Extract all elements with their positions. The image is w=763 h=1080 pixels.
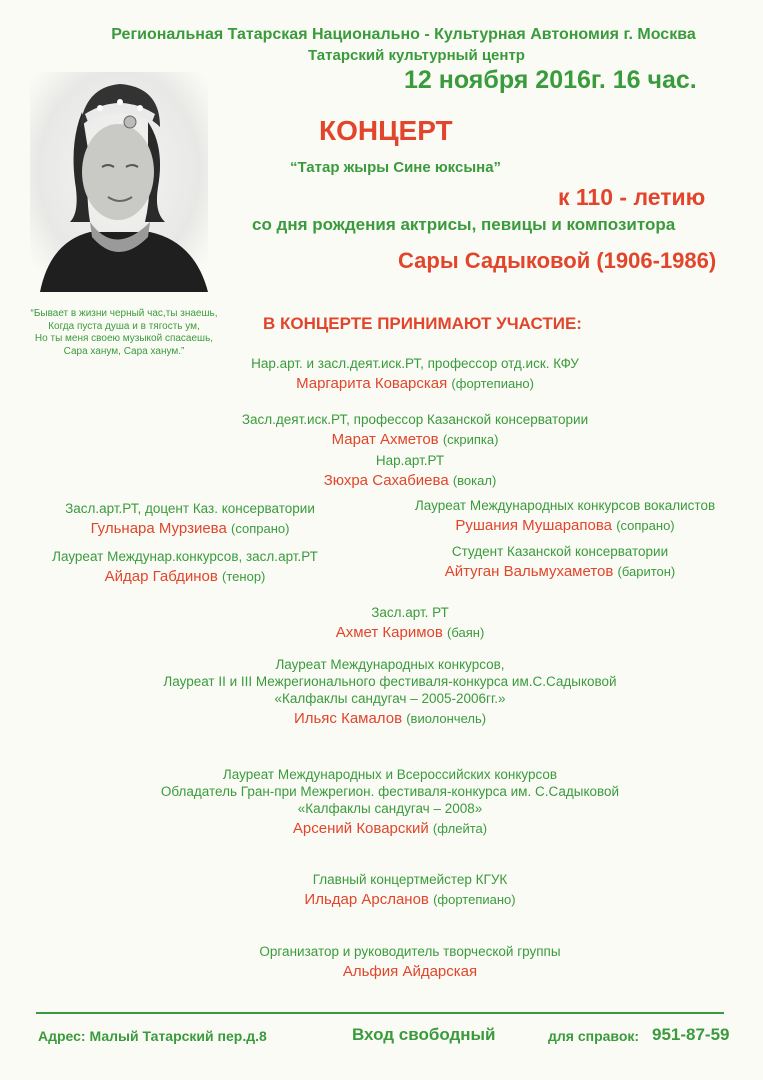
participant-name: Ильдар Арсланов bbox=[304, 891, 429, 908]
concert-title: КОНЦЕРТ bbox=[319, 115, 453, 146]
participant-role: (фортепиано) bbox=[433, 892, 516, 907]
participant-name: Маргарита Коварская bbox=[296, 375, 448, 392]
anniversary-line: к 110 - летию bbox=[558, 184, 706, 210]
participant-block bbox=[110, 766, 670, 840]
participant-block bbox=[225, 355, 605, 395]
participant-person bbox=[380, 560, 740, 583]
poem-line: Но ты меня своею музыкой спасаешь, bbox=[34, 333, 214, 345]
participant-title: Лауреат II и III Межрегионального фестиваля-конкурса им.С.Садыковой bbox=[163, 674, 617, 689]
participant-block bbox=[375, 497, 755, 537]
participant-role: (сопрано) bbox=[616, 518, 675, 533]
participant-person bbox=[110, 817, 670, 840]
participant-block bbox=[215, 411, 615, 451]
participant-title: Организатор и руководитель творческой группы bbox=[259, 944, 561, 959]
participant-title: Лауреат Международных конкурсов, bbox=[275, 657, 505, 672]
participant-person bbox=[250, 888, 570, 911]
poem-line: Когда пуста душа и в тягость ум, bbox=[48, 320, 200, 332]
participant-person bbox=[260, 621, 560, 644]
participant-block bbox=[210, 943, 610, 983]
participant-title: Лауреат Международных конкурсов вокалистов bbox=[414, 498, 716, 513]
participant-person bbox=[210, 960, 610, 983]
participant-block bbox=[110, 656, 670, 730]
participant-role: (скрипка) bbox=[442, 432, 499, 447]
participant-title: Засл.арт.РТ, доцент Каз. консерватории bbox=[65, 501, 315, 516]
participant-role: (фортепиано) bbox=[451, 376, 534, 391]
participant-title: Главный концертмейстер КГУК bbox=[312, 872, 508, 887]
honoree-name: Сары Садыковой (1906-1986) bbox=[398, 248, 717, 273]
participant-role: (баян) bbox=[447, 625, 485, 640]
participant-title: «Калфаклы сандугач – 2005-2006гг.» bbox=[274, 691, 506, 706]
participant-title: «Калфаклы сандугач – 2008» bbox=[297, 801, 483, 816]
since-line: со дня рождения актрисы, певицы и композитора bbox=[252, 215, 676, 234]
participant-role: (виолончель) bbox=[406, 711, 487, 726]
participant-name: Альфия Айдарская bbox=[342, 963, 478, 980]
participant-name: Марат Ахметов bbox=[331, 431, 439, 448]
participant-block bbox=[380, 543, 740, 583]
poem-line: Сара ханум, Сара ханум.” bbox=[63, 345, 185, 357]
participant-title: Засл.арт. РТ bbox=[371, 605, 449, 620]
participant-name: Рушания Мушарапова bbox=[455, 517, 613, 534]
participant-person bbox=[375, 514, 755, 537]
participant-block bbox=[20, 548, 350, 588]
participant-person bbox=[215, 428, 615, 451]
participant-name: Ахмет Каримов bbox=[335, 624, 443, 641]
participant-title: Обладатель Гран-при Межрегион. фестиваля-конкурса им. С.Садыковой bbox=[160, 784, 620, 799]
poem-quote bbox=[18, 308, 230, 358]
participant-person bbox=[20, 565, 350, 588]
participants-heading: В КОНЦЕРТЕ ПРИНИМАЮТ УЧАСТИЕ: bbox=[263, 314, 582, 333]
participant-role: (сопрано) bbox=[230, 521, 290, 536]
participant-person bbox=[225, 372, 605, 395]
organizer-title: Региональная Татарская Национально - Культурная Автономия г. Москва bbox=[111, 26, 696, 43]
song-title: “Татар жыры Сине юксына” bbox=[290, 159, 502, 176]
footer-info-label: для справок: bbox=[548, 1028, 640, 1044]
participant-role: (вокал) bbox=[452, 473, 497, 488]
participant-person bbox=[20, 517, 360, 540]
participant-name: Зюхра Сахабиева bbox=[323, 472, 449, 489]
participant-name: Гульнара Мурзиева bbox=[90, 520, 227, 537]
participant-title: Студент Казанской консерватории bbox=[451, 544, 669, 559]
event-date: 12 ноября 2016г. 16 час. bbox=[404, 66, 697, 94]
footer-phone: 951-87-59 bbox=[652, 1025, 730, 1044]
participant-block bbox=[20, 500, 360, 540]
participant-person bbox=[110, 707, 670, 730]
participant-name: Айтуган Вальмухаметов bbox=[444, 563, 614, 580]
poem-line: “Бывает в жизни черный час,ты знаешь, bbox=[30, 308, 218, 319]
participant-person bbox=[260, 469, 560, 492]
participant-title: Нар.арт. и засл.деят.иск.РТ, профессор отд.иск. КФУ bbox=[251, 356, 579, 371]
participant-block bbox=[260, 604, 560, 644]
participant-name: Арсений Коварский bbox=[292, 820, 429, 837]
participant-name: Ильяс Камалов bbox=[293, 710, 403, 727]
footer-divider bbox=[36, 1012, 724, 1014]
participant-role: (тенор) bbox=[222, 569, 266, 584]
participant-role: (баритон) bbox=[617, 564, 676, 579]
participant-title: Засл.деят.иск.РТ, профессор Казанской консерватории bbox=[241, 412, 589, 427]
participant-title: Нар.арт.РТ bbox=[375, 453, 445, 468]
center-title: Татарский культурный центр bbox=[308, 47, 525, 64]
portrait-photo bbox=[30, 72, 208, 292]
participant-block bbox=[250, 871, 570, 911]
participant-role: (флейта) bbox=[432, 821, 488, 836]
participant-block bbox=[260, 452, 560, 492]
participant-title: Лауреат Междунар.конкурсов, засл.арт.РТ bbox=[52, 549, 318, 564]
participant-title: Лауреат Международных и Всероссийских конкурсов bbox=[222, 767, 558, 782]
footer-entry: Вход свободный bbox=[352, 1025, 496, 1044]
participant-name: Айдар Габдинов bbox=[104, 568, 218, 585]
footer-address: Адрес: Малый Татарский пер.д.8 bbox=[38, 1028, 267, 1044]
